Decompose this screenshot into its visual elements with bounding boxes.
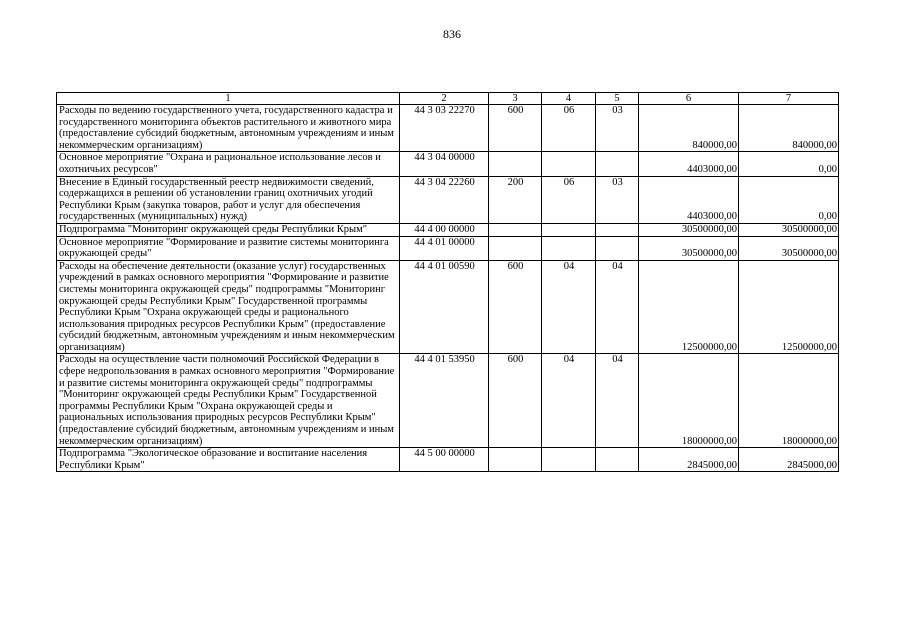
header-cell: 3 [489, 93, 542, 105]
table-row [57, 105, 839, 152]
row-type: 600 [489, 354, 542, 448]
row-subsection: 04 [596, 354, 639, 448]
row-amount-7: 0,00 [739, 152, 839, 176]
row-amount-6: 30500000,00 [639, 236, 739, 260]
row-name: Основное мероприятие "Формирование и развитие системы мониторинга окружающей среды" [57, 236, 400, 260]
header-cell: 7 [739, 93, 839, 105]
row-code: 44 3 03 22270 [400, 105, 489, 152]
row-subsection [596, 236, 639, 260]
table-row [57, 223, 839, 236]
row-amount-7: 840000,00 [739, 105, 839, 152]
row-code: 44 4 01 00590 [400, 260, 489, 354]
row-code: 44 3 04 00000 [400, 152, 489, 176]
header-cell: 5 [596, 93, 639, 105]
table-row [57, 152, 839, 176]
table-header-row [57, 93, 839, 105]
row-name: Подпрограмма "Экологическое образование и воспитание населения Республики Крым" [57, 448, 400, 472]
row-type [489, 236, 542, 260]
row-amount-7: 18000000,00 [739, 354, 839, 448]
row-subsection: 03 [596, 105, 639, 152]
row-type [489, 223, 542, 236]
row-amount-7: 0,00 [739, 176, 839, 223]
row-amount-7: 30500000,00 [739, 223, 839, 236]
row-amount-6: 18000000,00 [639, 354, 739, 448]
row-amount-6: 840000,00 [639, 105, 739, 152]
row-amount-7: 12500000,00 [739, 260, 839, 354]
row-name: Подпрограмма "Мониторинг окружающей среды Республики Крым" [57, 223, 400, 236]
row-code: 44 3 04 22260 [400, 176, 489, 223]
budget-table [56, 92, 839, 472]
row-type: 600 [489, 260, 542, 354]
header-cell: 1 [57, 93, 400, 105]
row-code: 44 4 00 00000 [400, 223, 489, 236]
row-type: 200 [489, 176, 542, 223]
row-code: 44 4 01 53950 [400, 354, 489, 448]
row-name: Основное мероприятие "Охрана и рациональное использование лесов и охотничьих ресурсов" [57, 152, 400, 176]
row-subsection [596, 448, 639, 472]
row-code: 44 5 00 00000 [400, 448, 489, 472]
table-row [57, 354, 839, 448]
row-name: Расходы по ведению государственного учета, государственного кадастра и государственного мониторинга объектов растительного и животного мира (предоставление субсидий бюджетным, автономным учреждениям и иным некоммерческим организациям) [57, 105, 400, 152]
page-number: 836 [443, 27, 461, 41]
row-subsection: 03 [596, 176, 639, 223]
row-name: Расходы на осуществление части полномочий Российской Федерации в сфере недропользования в рамках основного мероприятия "Формирование и развитие системы мониторинга окружающей среды" подпрограммы "Мониторинг окружающей среды Республики Крым" Государственной программы Республики Крым "Охрана окружающей среды и рациональных использования природных ресурсов Республики Крым" (предоставление субсидий бюджетным, автономным учреждениям и иным некоммерческим организациям) [57, 354, 400, 448]
table-row [57, 236, 839, 260]
row-name: Расходы на обеспечение деятельности (оказание услуг) государственных учреждений в рамках основного мероприятия "Формирование и развитие системы мониторинга окружающей среды" подпрограммы "Мониторинг окружающей среды Республики Крым" Государственной программы Республики Крым "Охрана окружающей среды и рационального использования природных ресурсов Республики Крым" (предоставление субсидий бюджетным, автономным учреждениям и иным некоммерческим организациям) [57, 260, 400, 354]
row-name: Внесение в Единый государственный реестр недвижимости сведений, содержащихся в решении об установлении границ охотничьих угодий Республики Крым (закупка товаров, работ и услуг для обеспечения государственных (муниципальных) нужд) [57, 176, 400, 223]
row-section [542, 236, 596, 260]
row-subsection [596, 223, 639, 236]
header-cell: 6 [639, 93, 739, 105]
row-type [489, 152, 542, 176]
row-section: 06 [542, 176, 596, 223]
row-subsection [596, 152, 639, 176]
row-amount-6: 2845000,00 [639, 448, 739, 472]
row-amount-6: 4403000,00 [639, 176, 739, 223]
row-amount-6: 4403000,00 [639, 152, 739, 176]
row-section [542, 152, 596, 176]
row-section [542, 448, 596, 472]
row-section: 06 [542, 105, 596, 152]
row-amount-6: 12500000,00 [639, 260, 739, 354]
row-amount-7: 2845000,00 [739, 448, 839, 472]
row-code: 44 4 01 00000 [400, 236, 489, 260]
table-row [57, 176, 839, 223]
header-cell: 2 [400, 93, 489, 105]
row-amount-6: 30500000,00 [639, 223, 739, 236]
table-row [57, 260, 839, 354]
row-type: 600 [489, 105, 542, 152]
row-amount-7: 30500000,00 [739, 236, 839, 260]
row-section: 04 [542, 354, 596, 448]
header-cell: 4 [542, 93, 596, 105]
table-row [57, 448, 839, 472]
row-subsection: 04 [596, 260, 639, 354]
row-type [489, 448, 542, 472]
row-section: 04 [542, 260, 596, 354]
row-section [542, 223, 596, 236]
